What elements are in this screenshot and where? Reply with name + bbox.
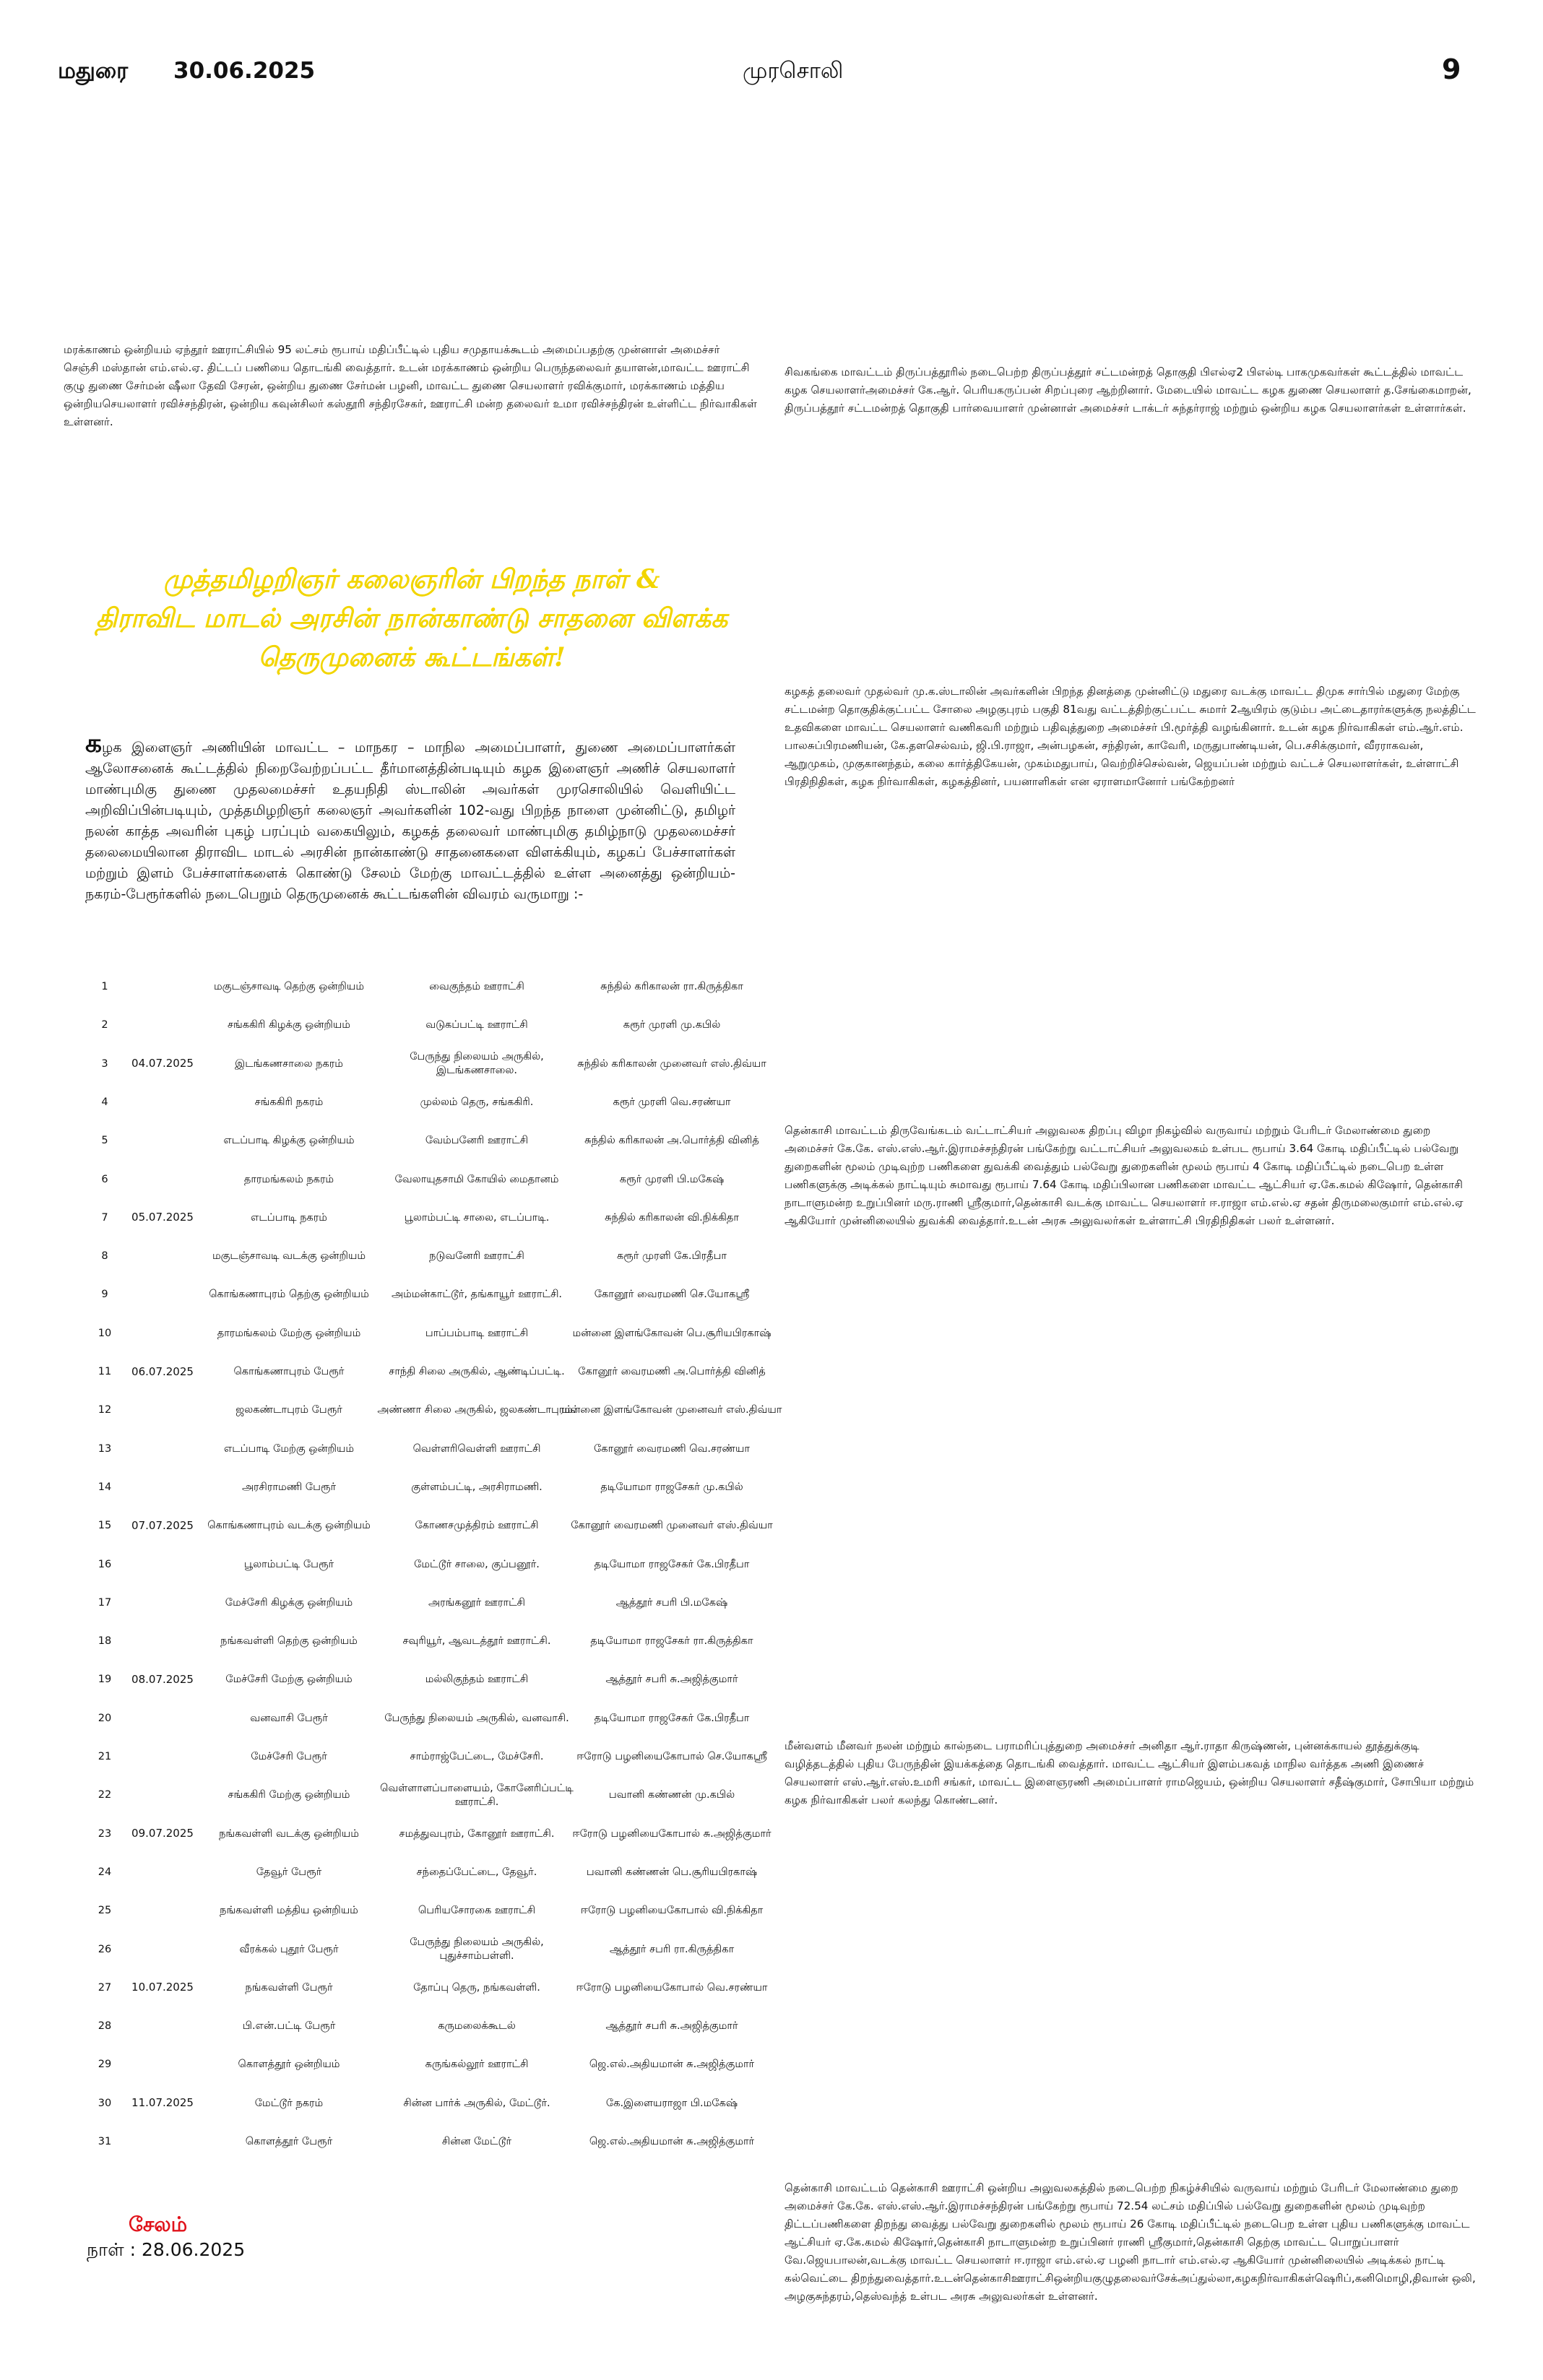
caption-bottom-right: தென்காசி மாவட்டம் தென்காசி ஊராட்சி ஒன்றிய அலுவலகத்தில் நடைபெற்ற நிகழ்ச்சியில் வருவாய் மற்றும் பேரிடர் மேலாண்மை துறை அமைச்சர் கே.கே. எஸ்.எஸ்.ஆர்.இராமச்சந்திரன் பங்கேற்று ரூபாய் 72.54 லட்சம் மதிப்பில் பல்வேறு துறைகளின் மூலம் முடிவுற்ற திட்டப்பணிகளை திறந்து வைத்து பல்வேறு துறைகளில் மூலம் ரூபாய் 26 கோடி மதிப்பீட்டில் நடைபெற உள்ள புதிய பணிகளுக்கு மாவட்ட ஆட்சியர் ஏ.கே.கமல் கிஷோர்,தென்காசி நாடாளுமன்ற உறுப்பினர் ராணி ஸ்ரீகுமார்,தென்காசி தெற்கு மாவட்ட பொறுப்பாளர் வே.ஜெயபாலன்,வடக்கு மாவட்ட செயலாளர் ஈ.ராஜா எம்.எல்.ஏ பழனி நாடார் எம்.எல்.ஏ ஆகியோர் முன்னிலையில் அடிக்கல் நாட்டி கல்வெட்டை திறந்துவைத்தார்.உடன்தென்காசிஊராட்சிஒன்றியகுழுதலைவர்சேக்அப்துல்லா,கழகநிர்வாகிகள்ஷெரிப்,கனிமொழி,திவான் ஒலி, அழகுசுந்தரம்,தெஸ்வந்த் உள்பட அரசு அலுவலர்கள் உள்ளனர்.	[785, 2181, 1476, 2303]
row-speakers: ஜெ.எல்.அதியமான் சு.அஜித்குமார்	[589, 2059, 755, 2071]
notice-date: நாள் : 28.06.2025	[87, 2239, 246, 2260]
row-place: வனவாசி பேரூர்	[250, 1712, 328, 1724]
group-date: 09.07.2025	[131, 1827, 194, 1840]
row-place: சங்ககிரி கிழக்கு ஒன்றியம்	[228, 1019, 350, 1031]
caption-right-4: மீன்வளம் மீனவர் நலன் மற்றும் கால்நடை பராமரிப்புத்துறை அமைச்சர் அனிதா ஆர்.ராதா கிருஷ்ணன், புன்னக்காயல் தூத்துக்குடி வழித்தடத்தில் புதிய பேருந்தின் இயக்கத்தை தொடங்கி வைத்தார். மாவட்ட ஆட்சியர் இளம்பகவத் மாநில வர்த்தக அணி இணைச் செயலாளர் எஸ்.ஆர்.எஸ்.உமரி சங்கர், மாவட்ட இளைஞரணி அமைப்பாளர் ராமஜெயம், ஒன்றிய செயலாளர் சதீஷ்குமார், சோபியா மற்றும் கழக நிர்வாகிகள் பலர் கலந்து கொண்டனர்.	[785, 1739, 1474, 1806]
row-place: கொங்கணாபுரம் வடக்கு ஒன்றியம்	[207, 1520, 371, 1532]
row-speakers: சுந்தில் கரிகாலன் வி.நிக்கிதா	[605, 1211, 739, 1224]
row-number: 29	[98, 2059, 112, 2071]
group-date: 05.07.2025	[131, 1211, 194, 1224]
table-row	[0, 1391, 782, 1429]
row-place: நங்கவள்ளி தெற்கு ஒன்றியம்	[220, 1635, 358, 1648]
row-venue: மேட்டூர் சாலை, குப்பனூர்.	[414, 1558, 540, 1570]
row-venue: பேருந்து நிலையம் அருகில், வனவாசி.	[384, 1712, 569, 1724]
row-place: கொங்கணாபுரம் பேரூர்	[233, 1366, 345, 1377]
row-speakers: கரூர் முரளி கே.பிரதீபா	[617, 1250, 727, 1263]
row-number: 30	[98, 2097, 112, 2109]
row-venue: குள்ளம்பட்டி, அரசிராமணி.	[411, 1481, 543, 1493]
row-number: 13	[98, 1442, 112, 1455]
row-speakers: கரூர் முரளி பி.மகேஷ்	[619, 1173, 725, 1185]
row-speakers: கோனூர் வைரமணி வெ.சரண்யா	[594, 1442, 750, 1455]
row-place: மேட்டூர் நகரம்	[254, 2097, 324, 2109]
row-speakers: தடியோமா ராஜசேகர் கே.பிரதீபா	[594, 1712, 750, 1724]
intro-dropcap: க	[85, 729, 103, 758]
row-place: பூலாம்பட்டி பேரூர்	[243, 1558, 334, 1570]
row-place: ஜலகண்டாபுரம் பேரூர்	[235, 1404, 342, 1416]
table-row	[0, 1622, 753, 1661]
row-venue: சின்ன மேட்டூர்	[441, 2136, 512, 2147]
row-place: கொங்கணாபுரம் தெற்கு ஒன்றியம்	[209, 1289, 369, 1301]
row-place: கொளத்தூர் ஒன்றியம்	[238, 2059, 340, 2071]
row-speakers: கோனூர் வைரமணி அ.பொர்த்தி வினித்	[578, 1366, 766, 1377]
row-place: தாரமங்கலம் நகரம்	[243, 1173, 334, 1185]
row-place: மகுடஞ்சாவடி தெற்கு ஒன்றியம்	[213, 981, 364, 992]
row-venue: கோணசமுத்திரம் ஊராட்சி	[415, 1520, 539, 1532]
row-venue: வெள்ளாளப்பாளையம், கோனேரிப்பட்டி ஊராட்சி.	[380, 1782, 574, 1808]
row-venue: பெரியசோரகை ஊராட்சி	[418, 1905, 536, 1917]
caption-mid-right: கழகத் தலைவர் முதல்வர் மு.க.ஸ்டாலின் அவர்களின் பிறந்த தினத்தை முன்னிட்டு மதுரை வடக்கு மாவட்ட திமுக சார்பில் மதுரை மேற்கு சட்டமன்ற தொகுதிக்குட்பட்ட சோலை அழகுபுரம் பகுதி 81வது வட்டத்திற்குட்பட்ட சுமார் 2ஆயிரம் குடும்ப அட்டைதாரர்களுக்கு நலத்திட்ட உதவிகளை மாவட்ட செயலாளர் வணிகவரி மற்றும் பதிவுத்துறை அமைச்சர் பி.மூர்த்தி வழங்கினார். உடன் கழக நிர்வாகிகள் எம்.ஆர்.எம். பாலசுப்பிரமணியன், கே.தளசெல்வம், ஜி.பி.ராஜா, அன்பழகன், சந்திரன், காவேரி, மருதுபாண்டியன், பெ.சசிக்குமார், வீரராகவன், ஆறுமுகம், முகுகானந்தம், கலை கார்த்திகேயன், முகம்மதுபாய், வெற்றிச்செல்வன், ஜெயப்பன் மற்றும் வட்டச் செயலாளர்கள், உள்ளாட்சி பிரதிநிதிகள், கழக நிர்வாகிகள், கழகத்தினர், பயனாளிகள் என ஏராளமானோர் பங்கேற்றனர்	[785, 685, 1477, 788]
row-venue: பேருந்து நிலையம் அருகில், இடங்கணசாலை.	[410, 1051, 544, 1077]
row-number: 24	[98, 1866, 112, 1878]
row-place: அரசிராமணி பேரூர்	[241, 1481, 337, 1493]
row-speakers: ஈரோடு பழனியைகோபால் வி.நிக்கிதா	[580, 1905, 764, 1917]
row-speakers: மன்னை இளங்கோவன் முனைவர் எஸ்.திவ்யா	[561, 1404, 782, 1416]
row-number: 17	[98, 1596, 112, 1609]
table-row	[0, 1700, 750, 1738]
row-place: சங்ககிரி நகரம்	[254, 1096, 324, 1108]
caption-top-right: சிவகங்கை மாவட்டம் திருப்பத்தூரில் நடைபெற்ற திருப்பத்தூர் சட்டமன்றத் தொகுதி பிஎல்ஏ2 பிஎல்டி பாகமுகவர்கள் கூட்டத்தில் மாவட்ட கழக செயலாளர்அமைச்சர் கே.ஆர். பெரியகருப்பன் சிறப்புரை ஆற்றினார். மேடையில் மாவட்ட கழக துணை செயலாளர் த.சேங்கைமாறன், திருப்பத்தூர் சட்டமன்றத் தொகுதி பார்வையாளர் முன்னாள் அமைச்சர் டாக்டர் சுந்தர்ராஜ் மற்றும் ஒன்றிய கழக செயலாளர்கள் உள்ளார்கள்.	[785, 365, 1471, 415]
row-number: 9	[101, 1289, 108, 1301]
row-venue: அரங்கனூர் ஊராட்சி	[428, 1596, 525, 1609]
row-number: 7	[101, 1211, 108, 1224]
table-row	[0, 1276, 750, 1314]
row-speakers: தடியோமா ராஜசேகர் மு.கபில்	[600, 1481, 743, 1493]
schedule-table	[0, 0, 795, 2167]
row-speakers: ஆத்தூர் சபரி ரா.கிருத்திகா	[609, 1943, 735, 1955]
group-date: 06.07.2025	[131, 1364, 194, 1378]
row-venue: சாந்தி சிலை அருகில், ஆண்டிப்பட்டி.	[389, 1366, 565, 1377]
row-speakers: கே.இளையராஜா பி.மகேஷ்	[605, 2097, 738, 2109]
row-place: எடப்பாடி கிழக்கு ஒன்றியம்	[223, 1135, 355, 1147]
row-number: 2	[101, 1019, 108, 1031]
row-number: 21	[98, 1751, 112, 1762]
row-speakers: தடியோமா ராஜசேகர் ரா.கிருத்திகா	[590, 1635, 753, 1648]
row-venue: நடுவனேரி ஊராட்சி	[429, 1250, 524, 1263]
row-speakers: கரூர் முரளி மு.கபில்	[623, 1019, 721, 1031]
row-place: மேச்சேரி கிழக்கு ஒன்றியம்	[225, 1596, 353, 1609]
row-venue: பூலாம்பட்டி சாலை, எடப்பாடி.	[404, 1211, 550, 1224]
row-place: நங்கவள்ளி மத்திய ஒன்றியம்	[220, 1905, 358, 1917]
row-venue: வேம்பனேரி ஊராட்சி	[425, 1135, 529, 1147]
caption-top-left: மரக்காணம் ஒன்றியம் ஏந்தூர் ஊராட்சியில் 95 லட்சம் ரூபாய் மதிப்பீட்டில் புதிய சமுதாயக்கூடம் அமைப்பதற்கு முன்னாள் அமைச்சர் செஞ்சி மஸ்தான் எம்.எல்.ஏ. திட்டப் பணியை தொடங்கி வைத்தார். உடன் மரக்காணம் ஒன்றிய பெருந்தலைவர் தயாளன்,மாவட்ட ஊராட்சி குழு துணை சேர்மன் ஷீலா தேவி சேரன், ஒன்றிய துணை சேர்மன் பழனி, மாவட்ட துணை செயலாளர் ரவிக்குமார், மரக்காணம் மத்திய ஒன்றியசெயலாளர் ரவிச்சந்திரன், ஒன்றிய கவுன்சிலர் கஸ்தூரி சந்திரசேகர், ஊராட்சி மன்ற தலைவர் உமா ரவிச்சந்திரன் உள்ளிட்ட நிர்வாகிகள் உள்ளனர்.	[64, 343, 757, 428]
row-place: எடப்பாடி மேற்கு ஒன்றியம்	[223, 1442, 355, 1455]
table-row	[0, 1738, 767, 1776]
row-speakers: ஆத்தூர் சபரி சு.அஜித்குமார்	[605, 1674, 738, 1686]
table-row	[0, 1315, 772, 1353]
row-venue: வேலாயுதசாமி கோயில் மைதானம்	[394, 1173, 559, 1185]
row-speakers: தடியோமா ராஜசேகர் கே.பிரதீபா	[594, 1558, 750, 1570]
table-row	[0, 2046, 755, 2084]
row-venue: தோப்பு தெரு, நங்கவள்ளி.	[413, 1981, 540, 1994]
table-row	[0, 1237, 730, 1276]
table-row	[0, 1661, 738, 1699]
row-place: கொளத்தூர் பேரூர்	[245, 2136, 333, 2147]
row-speakers: ஈரோடு பழனியைகோபால் சு.அஜித்குமார்	[572, 1827, 772, 1840]
row-number: 5	[101, 1135, 108, 1147]
header-page-number: 9	[1442, 53, 1461, 85]
row-number: 11	[98, 1366, 112, 1377]
row-venue: கருமலைக்கூடல்	[438, 2020, 516, 2033]
group-date: 07.07.2025	[131, 1518, 194, 1532]
row-speakers: ஈரோடு பழனியைகோபால் செ.யோகஸ்ரீ	[576, 1751, 767, 1762]
headline-line-1: முத்தமிழறிஞர் கலைஞரின் பிறந்த நாள் &	[163, 564, 660, 594]
table-row	[0, 968, 743, 1006]
row-number: 25	[98, 1905, 112, 1917]
row-number: 10	[98, 1327, 112, 1339]
row-number: 28	[98, 2020, 112, 2033]
table-row	[0, 1815, 772, 1853]
table-row	[0, 1584, 730, 1622]
row-number: 12	[98, 1404, 112, 1416]
table-row	[0, 1546, 750, 1584]
row-place: மகுடஞ்சாவடி வடக்கு ஒன்றியம்	[212, 1250, 366, 1263]
row-speakers: ஆத்தூர் சபரி சு.அஜித்குமார்	[605, 2020, 738, 2033]
table-row	[0, 1353, 766, 1391]
table-row	[0, 1969, 768, 2007]
headline-line-3: தெருமுனைக் கூட்டங்கள்!	[258, 642, 566, 672]
row-venue: பாப்பம்பாடி ஊராட்சி	[425, 1327, 529, 1339]
header-city: மதுரை	[58, 58, 129, 84]
row-place: மேச்சேரி மேற்கு ஒன்றியம்	[225, 1674, 353, 1686]
row-speakers: சுந்தில் கரிகாலன் அ.பொர்த்தி வினித்	[584, 1135, 759, 1147]
row-venue: முல்லம் தெரு, சங்ககிரி.	[420, 1096, 534, 1108]
table-row	[0, 1045, 766, 1083]
row-number: 3	[101, 1057, 108, 1070]
caption-right-3: தென்காசி மாவட்டம் திருவேங்கடம் வட்டாட்சியர் அலுவலக திறப்பு விழா நிகழ்வில் வருவாய் மற்றும் பேரிடர் மேலாண்மை துறை அமைச்சர் கே.கே. எஸ்.எஸ்.ஆர்.இராமச்சந்திரன் பங்கேற்று வட்டாட்சியர் அலுவலகம் உள்பட ரூபாய் 3.64 கோடி மதிப்பீட்டில் பல்வேறு துறைகளின் மூலம் முடிவுற்ற பணிகளை துவக்கி வைத்தும் பல்வேறு துறைகளின் மூலம் ரூபாய் 4 கோடி மதிப்பீட்டில் நடைபெற உள்ள பணிகளுக்கு அடிக்கல் நாட்டியும் சுமாவது ரூபாய் 7.64 கோடி மதிப்பிலான பணிகளை மாவட்ட ஆட்சியர் ஏ.கே.கமல் கிஷோர், தென்காசி நாடாளுமன்ற உறுப்பினர் மரு.ராணி ஸ்ரீகுமார்,தென்காசி வடக்கு மாவட்ட செயலாளர் ஈ.ராஜா எம்.எல்.ஏ சதன் திருமலைகுமார் எம்.எல்.ஏ ஆகியோர் முன்னிலையில் துவக்கி வைத்தார்.உடன் அரசு அலுவலர்கள் உள்ளாட்சி பிரதிநிதிகள் பலர் உள்ளனர்.	[785, 1124, 1464, 1227]
row-venue: சவுரியூர், ஆவடத்தூர் ஊராட்சி.	[402, 1635, 551, 1648]
row-venue: கருங்கல்லூர் ஊராட்சி	[425, 2059, 529, 2071]
row-place: மேச்சேரி பேரூர்	[251, 1751, 327, 1762]
row-place: தேவூர் பேரூர்	[256, 1866, 322, 1878]
row-number: 20	[98, 1712, 112, 1724]
row-place: நங்கவள்ளி வடக்கு ஒன்றியம்	[219, 1827, 359, 1840]
row-venue: வடுகப்பட்டி ஊராட்சி	[425, 1019, 528, 1031]
row-speakers: மன்னை இளங்கோவன் பெ.சூரியபிரகாஷ்	[572, 1327, 772, 1339]
row-place: வீரக்கல் புதூர் பேரூர்	[239, 1943, 339, 1955]
headline-line-2: திராவிட மாடல் அரசின் நான்காண்டு சாதனை விளக்க	[95, 603, 728, 633]
row-speakers: சுந்தில் கரிகாலன் ரா.கிருத்திகா	[600, 981, 743, 992]
row-venue: வைகுந்தம் ஊராட்சி	[429, 981, 524, 992]
row-number: 27	[98, 1981, 112, 1994]
row-venue: அம்மன்காட்டூர், தங்காயூர் ஊராட்சி.	[391, 1289, 563, 1301]
row-number: 16	[98, 1558, 112, 1570]
row-number: 31	[98, 2136, 112, 2147]
row-speakers: கோனூர் வைரமணி முனைவர் எஸ்.திவ்யா	[571, 1520, 773, 1532]
row-number: 23	[98, 1827, 112, 1840]
row-venue: மல்லிகுந்தம் ஊராட்சி	[425, 1674, 529, 1686]
row-speakers: கரூர் முரளி வெ.சரண்யா	[613, 1096, 731, 1108]
row-number: 6	[101, 1173, 108, 1185]
row-number: 1	[101, 981, 108, 992]
row-number: 22	[98, 1789, 112, 1801]
header-paper-name: முரசொலி	[743, 58, 844, 84]
row-number: 19	[98, 1674, 112, 1686]
row-venue: வெள்ளரிவெள்ளி ஊராட்சி	[412, 1442, 541, 1455]
table-row	[0, 1931, 735, 1969]
row-place: சங்ககிரி மேற்கு ஒன்றியம்	[228, 1789, 350, 1801]
row-venue: சாம்ராஜ்பேட்டை, மேச்சேரி.	[410, 1751, 544, 1762]
header-date: 30.06.2025	[173, 58, 316, 84]
table-row	[0, 1468, 743, 1507]
row-speakers: பவானி கண்ணன் பெ.சூரியபிரகாஷ்	[586, 1866, 758, 1878]
group-date: 10.07.2025	[131, 1981, 194, 1994]
row-venue: அண்ணா சிலை அருகில், ஜலகண்டாபுரம்.	[377, 1404, 576, 1416]
table-row	[0, 1776, 735, 1814]
row-speakers: கோனூர் வைரமணி செ.யோகஸ்ரீ	[594, 1289, 750, 1301]
group-date: 08.07.2025	[131, 1673, 194, 1687]
table-row	[0, 1122, 759, 1160]
row-venue: சந்தைப்பேட்டை, தேவூர்.	[416, 1866, 537, 1878]
table-row	[0, 2007, 738, 2046]
table-row	[0, 1161, 730, 1199]
row-speakers: ஆத்தூர் சபரி பி.மகேஷ்	[615, 1596, 728, 1609]
table-row	[0, 1199, 739, 1237]
row-venue: சின்ன பார்க் அருகில், மேட்டூர்.	[403, 2097, 550, 2109]
row-speakers: பவானி கண்ணன் மு.கபில்	[608, 1789, 735, 1801]
row-speakers: ஜெ.எல்.அதியமான் சு.அஜித்குமார்	[589, 2136, 755, 2147]
intro-text: ழக இளைஞர் அணியின் மாவட்ட – மாநகர – மாநில அமைப்பாளர், துணை அமைப்பாளர்கள் ஆலோசனைக் கூட்டத்தில் நிறைவேற்றப்பட்ட தீர்மானத்தின்படியும் கழக இளைஞர் அணிச் செயலாளர் மாண்புமிகு துணை முதலமைச்சர் உதயநிதி ஸ்டாலின் அவர்கள் முரசொலியில் வெளியிட்ட அறிவிப்பின்படியும், முத்தமிழறிஞர் கலைஞர் அவர்களின் 102-வது பிறந்த நாளை முன்னிட்டு, தமிழர் நலன் காத்த அவரின் புகழ் பரப்பும் வகையிலும், கழகத் தலைவர் மாண்புமிகு தமிழ்நாடு முதலமைச்சர் தலைமையிலான திராவிட மாடல் அரசின் நான்காண்டு சாதனைகளை விளக்கியும், கழகப் பேச்சாளர்கள் மற்றும் இளம் பேச்சாளர்களைக் கொண்டு சேலம் மேற்கு மாவட்டத்தில் உள்ள அனைத்து ஒன்றியம்-நகரம்-பேரூர்களில் நடைபெறும் தெருமுனைக் கூட்டங்களின் விவரம் வருமாறு :-	[85, 740, 735, 902]
row-place: இடங்கணசாலை நகரம்	[235, 1057, 343, 1070]
table-row	[0, 1853, 758, 1892]
table-row	[0, 1892, 764, 1930]
district-name: சேலம்	[129, 2212, 188, 2236]
row-number: 15	[98, 1520, 112, 1532]
row-venue: பேருந்து நிலையம் அருகில், புதுச்சாம்பள்ளி.	[410, 1937, 544, 1962]
table-row	[0, 1083, 730, 1122]
row-place: நங்கவள்ளி பேரூர்	[245, 1981, 333, 1994]
row-speakers: ஈரோடு பழனியைகோபால் வெ.சரண்யா	[576, 1981, 768, 1994]
row-place: பி.என்.பட்டி பேரூர்	[242, 2020, 336, 2033]
row-place: தாரமங்கலம் மேற்கு ஒன்றியம்	[217, 1327, 361, 1339]
group-date: 04.07.2025	[131, 1057, 194, 1070]
row-number: 8	[101, 1250, 108, 1263]
table-row	[0, 1430, 750, 1468]
table-row	[0, 1507, 773, 1545]
row-speakers: சுந்தில் கரிகாலன் முனைவர் எஸ்.திவ்யா	[577, 1057, 766, 1070]
row-number: 4	[101, 1096, 108, 1108]
row-number: 18	[98, 1635, 112, 1648]
row-venue: சமத்துவபுரம், கோனூர் ஊராட்சி.	[399, 1827, 555, 1840]
row-number: 14	[98, 1481, 112, 1493]
table-row	[0, 2085, 738, 2123]
table-row	[0, 1006, 730, 1044]
row-place: எடப்பாடி நகரம்	[251, 1211, 327, 1224]
row-number: 26	[98, 1943, 112, 1955]
table-row	[0, 2123, 755, 2161]
group-date: 11.07.2025	[131, 2096, 194, 2110]
